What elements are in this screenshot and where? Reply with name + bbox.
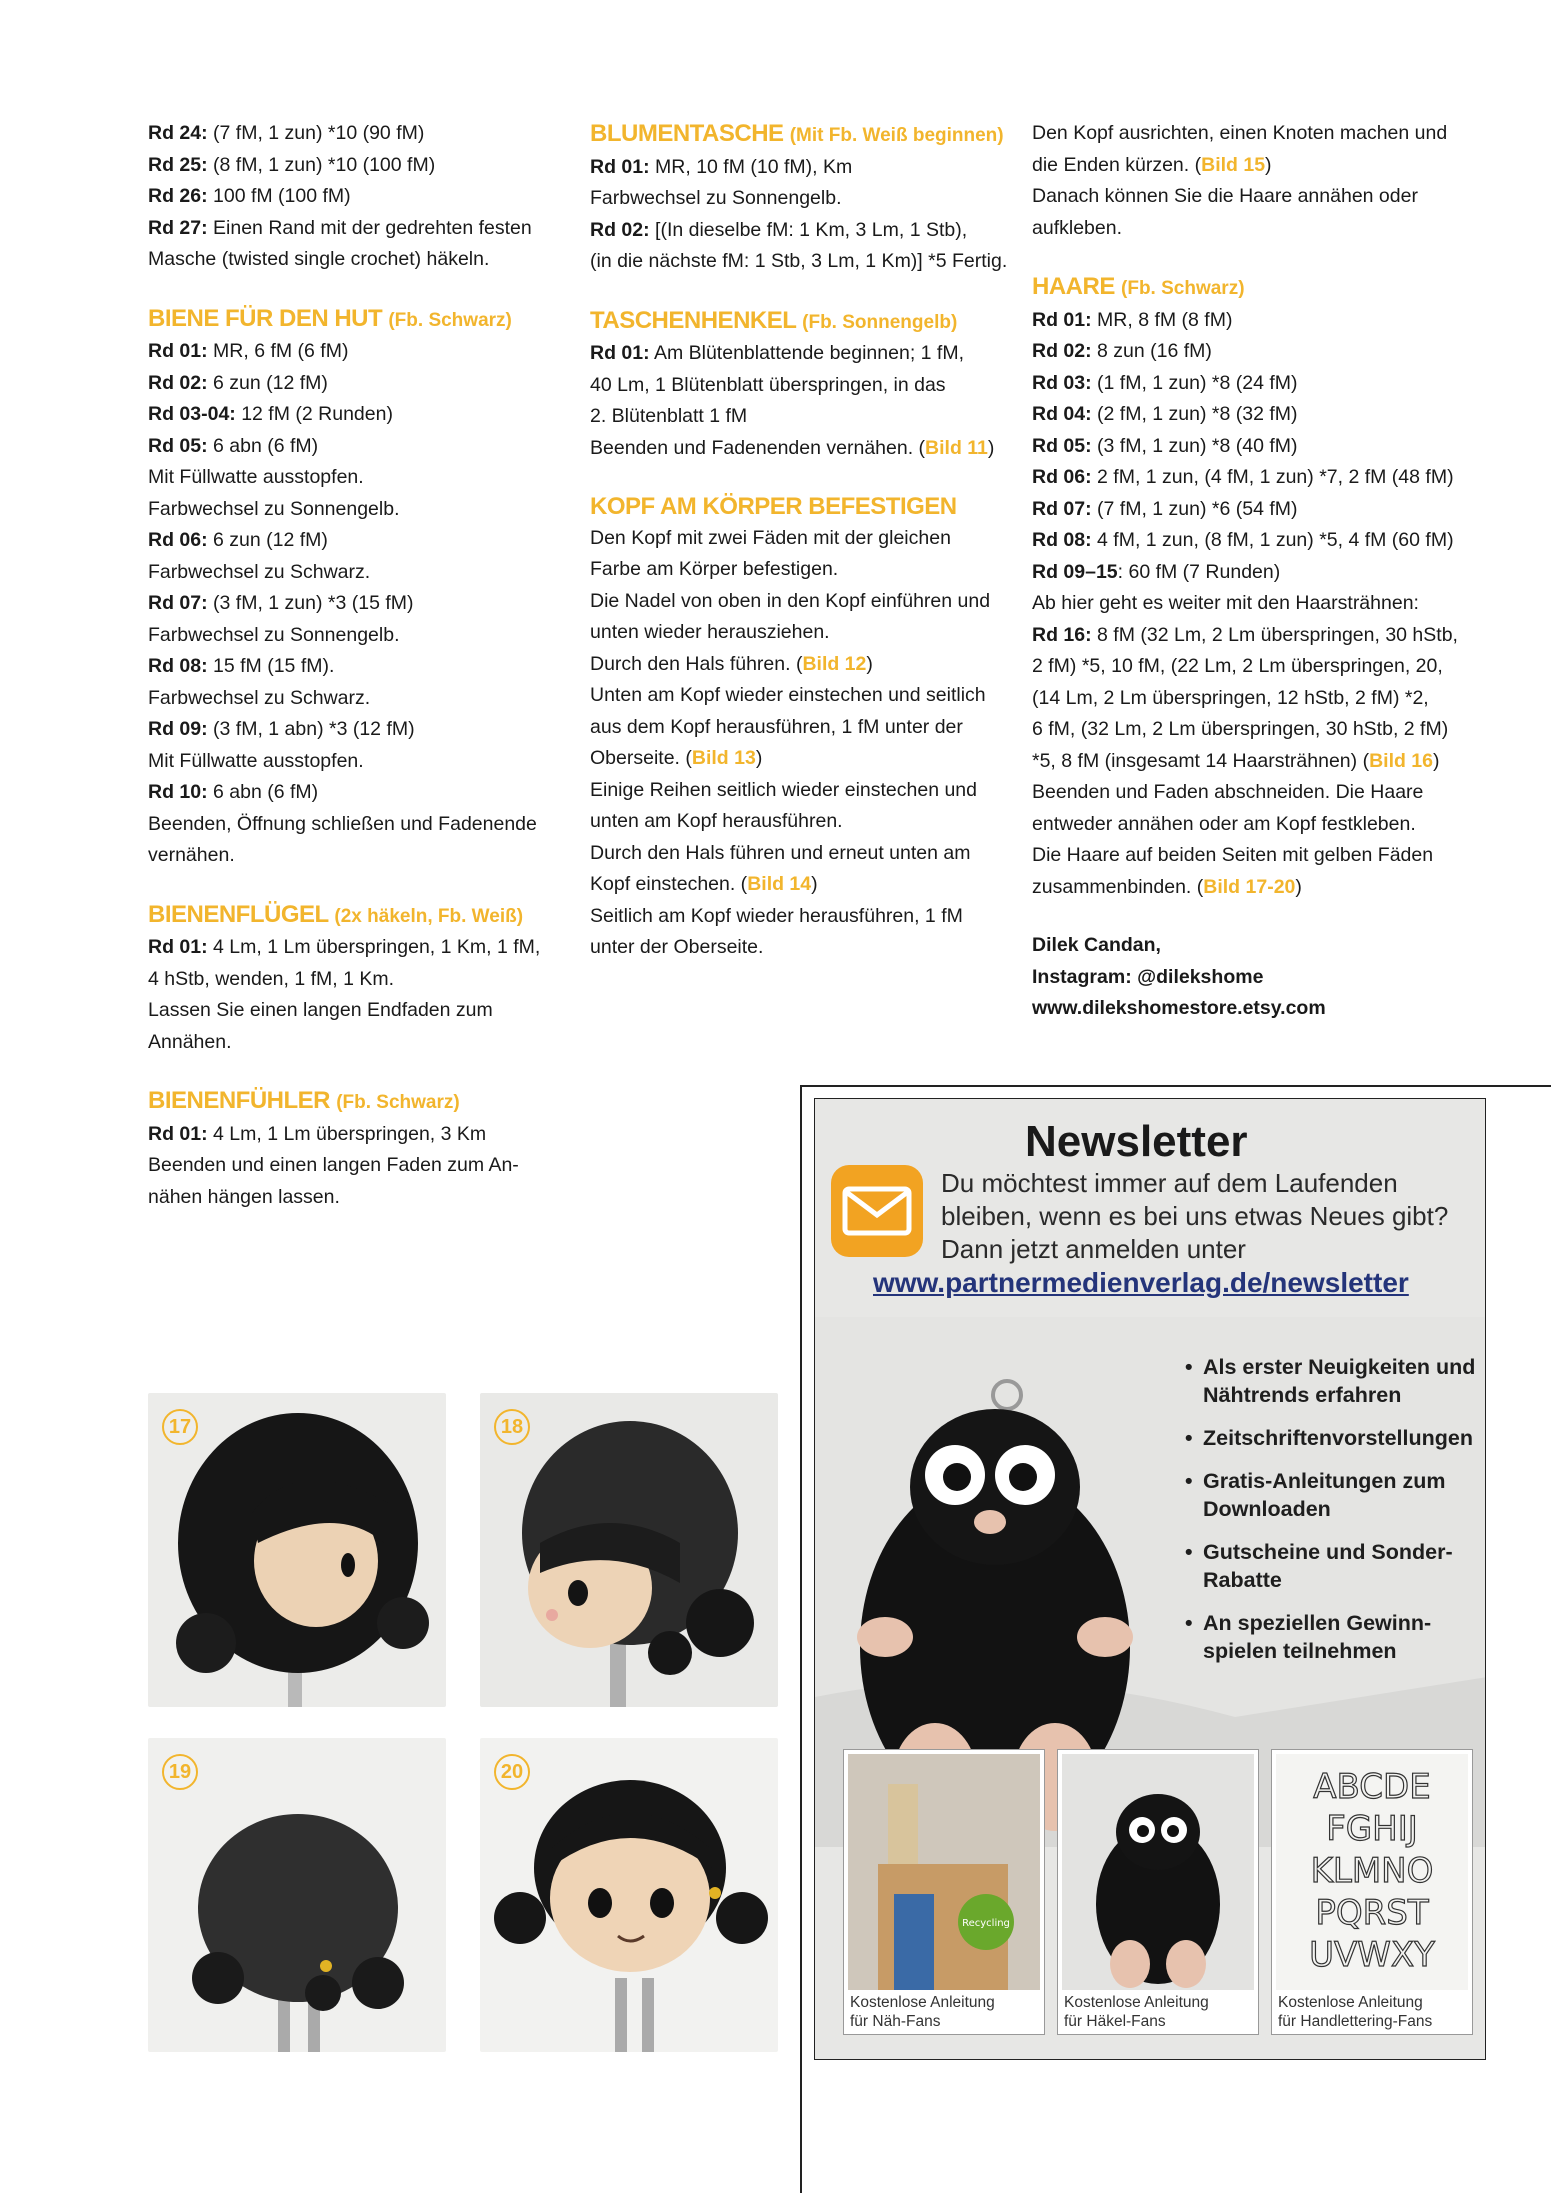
- round-list-haare: [1032, 305, 1472, 746]
- image-number-badge: 18: [494, 1409, 530, 1445]
- text-line: Kopf einstechen. (Bild 14): [590, 873, 818, 895]
- instruction-line: Rd 01: 4 Lm, 1 Lm überspringen, 3 Km: [148, 1122, 487, 1145]
- mail-icon: [831, 1165, 923, 1257]
- text-line: 40 Lm, 1 Blütenblatt überspringen, in das: [590, 373, 946, 396]
- lettering-row: ABCDE: [1313, 1767, 1431, 1807]
- instruction-line: Rd 04: (2 fM, 1 zun) *8 (32 fM): [1032, 403, 1298, 425]
- instruction-line: Rd 02: 6 zun (12 fM): [148, 371, 328, 394]
- text-line: Beenden und Fadenenden vernähen. (Bild 11): [590, 436, 995, 459]
- lettering-thumb-image: [1276, 1754, 1468, 1990]
- benefit-item: • Gratis-Anleitungen zum Downloaden: [1185, 1467, 1485, 1523]
- image-reference: Bild 11: [925, 436, 988, 459]
- text-line: Danach können Sie die Haare annähen oder: [1032, 185, 1418, 207]
- author-instagram[interactable]: Instagram: @dilekshome: [1032, 965, 1264, 988]
- newsletter-box: [814, 1098, 1486, 2060]
- thumb-caption: Kostenlose Anleitung für Näh-Fans: [850, 1994, 995, 2030]
- text-line: zusammenbinden. (Bild 17-20): [1032, 875, 1302, 898]
- image-reference: Bild 13: [691, 747, 756, 769]
- instruction-line: Rd 24: (7 fM, 1 zun) *10 (90 fM): [148, 122, 425, 144]
- instruction-line: Lassen Sie einen langen Endfaden zum Annähen.: [148, 999, 493, 1053]
- instruction-line: Rd 07: (3 fM, 1 zun) *3 (15 fM): [148, 592, 414, 614]
- instruction-line: (in die nächste fM: 1 Stb, 3 Lm, 1 Km)] *5 Fertig.: [590, 250, 1008, 272]
- instruction-line: Farbwechsel zu Sonnengelb.: [148, 623, 400, 646]
- text-line: *5, 8 fM (insgesamt 14 Haarsträhnen) (Bild 16): [1032, 749, 1440, 772]
- doll-head-front-photo: [480, 1738, 778, 2052]
- newsletter-title: Newsletter: [1025, 1117, 1248, 1166]
- image-reference: Bild 14: [747, 873, 812, 895]
- round-list-fluegel: [148, 932, 568, 1058]
- thumb-caption: Kostenlose Anleitung für Häkel-Fans: [1064, 1994, 1209, 2030]
- instruction-line: Rd 01: 4 Lm, 1 Lm überspringen, 1 Km, 1 fM,: [148, 936, 541, 958]
- instruction-line: Farbwechsel zu Schwarz.: [148, 686, 371, 709]
- text-line: unten wieder herausziehen.: [590, 621, 830, 643]
- instruction-line: nähen hängen lassen.: [148, 1185, 340, 1208]
- instruction-line: Farbwechsel zu Schwarz.: [148, 560, 371, 583]
- column-1: [148, 118, 568, 1213]
- doll-head-side-photo: [148, 1393, 446, 1707]
- instruction-line: Rd 01: MR, 10 fM (10 fM), Km: [590, 155, 853, 178]
- image-number-badge: 19: [162, 1754, 198, 1790]
- image-number-badge: 17: [162, 1409, 198, 1445]
- section-heading-haare: HAARE (Fb. Schwarz): [1032, 273, 1245, 300]
- text-line: aufkleben.: [1032, 216, 1122, 239]
- recycling-label: Recycling: [962, 1918, 1010, 1929]
- thumb-naeh[interactable]: [843, 1749, 1045, 2035]
- instruction-line: Rd 26: 100 fM (100 fM): [148, 185, 351, 207]
- benefit-item: • Als erster Neuigkeiten und Nähtrends erfahren: [1185, 1353, 1485, 1409]
- photo-20: [480, 1738, 778, 2052]
- instruction-line: Rd 09–15: 60 fM (7 Runden): [1032, 560, 1281, 583]
- author-website[interactable]: www.dilekshomestore.etsy.com: [1032, 997, 1326, 1019]
- instruction-line: Rd 01: MR, 6 fM (6 fM): [148, 340, 349, 362]
- instruction-line: Rd 03-04: 12 fM (2 Runden): [148, 403, 393, 425]
- instruction-line: Rd 07: (7 fM, 1 zun) *6 (54 fM): [1032, 497, 1298, 520]
- author-name: Dilek Candan,: [1032, 934, 1161, 956]
- photo-19: [148, 1738, 446, 2052]
- instruction-line: 6 fM, (32 Lm, 2 Lm überspringen, 30 hStb, 2 fM): [1032, 718, 1449, 740]
- text-line: unter der Oberseite.: [590, 936, 764, 958]
- instruction-line: (14 Lm, 2 Lm überspringen, 12 hStb, 2 fM) *2,: [1032, 686, 1429, 709]
- text-line: Beenden und Faden abschneiden. Die Haare: [1032, 781, 1424, 803]
- image-number-badge: 20: [494, 1754, 530, 1790]
- text-line: unten am Kopf herausführen.: [590, 810, 843, 832]
- benefit-item: • Zeitschriftenvorstellungen: [1185, 1424, 1485, 1452]
- lettering-row: PQRST: [1315, 1893, 1429, 1933]
- round-list-biene: [148, 336, 568, 872]
- benefit-item: • An speziellen Gewinn-spielen teilnehmen: [1185, 1609, 1485, 1665]
- instruction-line: 4 hStb, wenden, 1 fM, 1 Km.: [148, 967, 395, 990]
- section-heading-biene: BIENE FÜR DEN HUT (Fb. Schwarz): [148, 304, 512, 332]
- round-list-fuehler: [148, 1119, 568, 1214]
- instruction-line: Rd 16: 8 fM (32 Lm, 2 Lm überspringen, 30 hStb,: [1032, 623, 1458, 646]
- text-line: Seitlich am Kopf wieder herausführen, 1 fM: [590, 904, 963, 927]
- text-line: Einige Reihen seitlich wieder einstechen und: [590, 778, 977, 801]
- round-list-tasche: [590, 152, 1010, 278]
- instruction-line: Rd 09: (3 fM, 1 abn) *3 (12 fM): [148, 718, 415, 740]
- instruction-line: Rd 02: [(In dieselbe fM: 1 Km, 3 Lm, 1 Stb),: [590, 218, 968, 241]
- photo-18: [480, 1393, 778, 1707]
- section-heading-fluegel: BIENENFLÜGEL (2x häkeln, Fb. Weiß): [148, 900, 524, 928]
- instruction-line: Rd 02: 8 zun (16 fM): [1032, 340, 1212, 362]
- column-3: [1032, 118, 1472, 1025]
- round-list-24-27: [148, 118, 568, 276]
- image-reference: Bild 15: [1201, 153, 1266, 176]
- text-line: Den Kopf ausrichten, einen Knoten machen und: [1032, 122, 1448, 144]
- lettering-row: FGHIJ: [1326, 1809, 1418, 1849]
- newsletter-benefits: [1185, 1353, 1485, 1680]
- newsletter-link[interactable]: www.partnermedienverlag.de/newsletter: [873, 1267, 1409, 1298]
- newsletter-intro: Du möchtest immer auf dem Laufenden bleiben, wenn es bei uns etwas Neues gibt? Dann jetzt anmelden unter: [941, 1168, 1449, 1264]
- instruction-line: Rd 08: 4 fM, 1 zun, (8 fM, 1 zun) *5, 4 fM (60 fM): [1032, 529, 1454, 551]
- benefit-item: • Gutscheine und Sonder-Rabatte: [1185, 1538, 1485, 1594]
- thumb-caption: Kostenlose Anleitung für Handlettering-Fans: [1278, 1994, 1433, 2030]
- photo-17: [148, 1393, 446, 1707]
- sewing-thumb-image: [848, 1754, 1040, 1990]
- text-line: Durch den Hals führen und erneut unten am: [590, 841, 971, 864]
- instruction-line: Rd 06: 6 zun (12 fM): [148, 529, 328, 551]
- instruction-line: Rd 01: MR, 8 fM (8 fM): [1032, 308, 1233, 331]
- lettering-row: UVWXY: [1309, 1935, 1435, 1975]
- doll-head-back-photo: [148, 1738, 446, 2052]
- instruction-line: Masche (twisted single crochet) häkeln.: [148, 248, 490, 270]
- instruction-line: Beenden, Öffnung schließen und Fadenende: [148, 812, 537, 835]
- instruction-line: Rd 06: 2 fM, 1 zun, (4 fM, 1 zun) *7, 2 fM (48 fM): [1032, 466, 1454, 488]
- instruction-line: Mit Füllwatte ausstopfen.: [148, 749, 364, 772]
- image-reference: Bild 16: [1369, 749, 1433, 772]
- text-line: Die Haare auf beiden Seiten mit gelben Fäden: [1032, 844, 1434, 866]
- instruction-line: Rd 10: 6 abn (6 fM): [148, 781, 319, 803]
- lettering-row: KLMNO: [1310, 1851, 1434, 1891]
- instruction-line: Ab hier geht es weiter mit den Haarsträhnen:: [1032, 592, 1419, 614]
- text-line: Den Kopf mit zwei Fäden mit der gleichen: [590, 526, 951, 549]
- section-heading-henkel: TASCHENHENKEL (Fb. Sonnengelb): [590, 306, 958, 334]
- text-line: 2. Blütenblatt 1 fM: [590, 405, 748, 427]
- image-reference: Bild 12: [802, 652, 867, 675]
- doll-head-side-photo: [480, 1393, 778, 1707]
- instruction-line: Rd 27: Einen Rand mit der gedrehten festen: [148, 216, 532, 239]
- thumb-lettering[interactable]: [1271, 1749, 1473, 2035]
- instruction-line: 2 fM) *5, 10 fM, (22 Lm, 2 Lm überspringen, 20,: [1032, 655, 1443, 677]
- crochet-thumb-image: [1062, 1754, 1254, 1990]
- text-line: Unten am Kopf wieder einstechen und seitlich: [590, 684, 986, 706]
- instruction-line: Rd 08: 15 fM (15 fM).: [148, 655, 335, 677]
- section-heading-kopf: KOPF AM KÖRPER BEFESTIGEN: [590, 493, 957, 520]
- image-reference: Bild 17-20: [1203, 875, 1296, 898]
- column-2: [590, 118, 1010, 964]
- text-line: Farbe am Körper befestigen.: [590, 558, 839, 580]
- instruction-line: Rd 05: (3 fM, 1 zun) *8 (40 fM): [1032, 434, 1298, 457]
- instruction-line: Mit Füllwatte ausstopfen.: [148, 466, 364, 488]
- text-line: die Enden kürzen. (Bild 15): [1032, 153, 1272, 176]
- text-line: Die Nadel von oben in den Kopf einführen und: [590, 589, 991, 612]
- instruction-line: Farbwechsel zu Sonnengelb.: [590, 187, 842, 209]
- instruction-line: Beenden und einen langen Faden zum An-: [148, 1154, 519, 1176]
- instruction-line: Rd 03: (1 fM, 1 zun) *8 (24 fM): [1032, 371, 1298, 394]
- instruction-line: Rd 25: (8 fM, 1 zun) *10 (100 fM): [148, 153, 436, 176]
- instruction-line: Farbwechsel zu Sonnengelb.: [148, 497, 400, 520]
- text-line: aus dem Kopf herausführen, 1 fM unter der: [590, 715, 963, 738]
- text-line: entweder annähen oder am Kopf festkleben.: [1032, 812, 1416, 835]
- text-line: Durch den Hals führen. (Bild 12): [590, 652, 873, 675]
- section-heading-fuehler: BIENENFÜHLER (Fb. Schwarz): [148, 1087, 460, 1114]
- instruction-line: Rd 05: 6 abn (6 fM): [148, 434, 319, 457]
- section-heading-tasche: BLUMENTASCHE (Mit Fb. Weiß beginnen): [590, 120, 1004, 147]
- text-line: Oberseite. (Bild 13): [590, 747, 763, 769]
- text-line: Rd 01: Am Blütenblattende beginnen; 1 fM,: [590, 342, 964, 364]
- instruction-line: vernähen.: [148, 844, 235, 866]
- thumb-haekel[interactable]: [1057, 1749, 1259, 2035]
